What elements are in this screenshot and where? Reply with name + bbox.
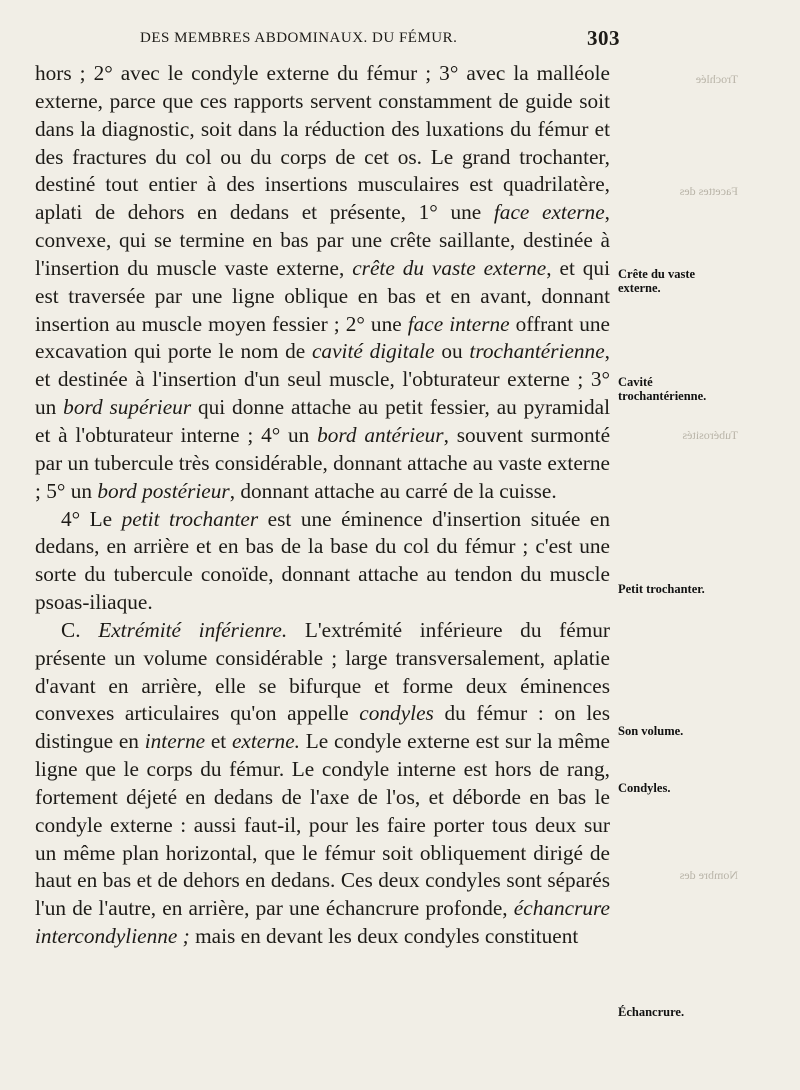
- page-number: 303: [587, 26, 620, 50]
- italic-term: trochantérienne: [469, 339, 605, 364]
- paragraph: [35, 617, 610, 951]
- text-run: qui donne attache au petit fessier, au pyramidal et à l'obturateur interne ; 4° un: [35, 395, 610, 447]
- text-run: est une éminence d'insertion située en dedans, en arrière et en bas de la base du col du fémur ; c'est une sorte du tubercule conoïde, donnant attache au tendon du muscle psoas-iliaque.: [35, 506, 610, 615]
- text-run: , et qui est traversée par une ligne oblique en bas et en avant, donnant insertion au muscle moyen fessier ; 2° une: [35, 255, 610, 336]
- paragraph: [35, 506, 610, 617]
- body-text: [35, 60, 610, 951]
- margin-note-crete-vaste-externe: Crête du vaste externe.: [618, 267, 696, 295]
- text-run: , donnant attache au carré de la cuisse.: [229, 478, 557, 503]
- italic-term: cavité digitale: [311, 339, 435, 364]
- paragraph: [35, 60, 610, 506]
- bleed-through-decoration: Trochlée: [695, 72, 738, 86]
- text-run: et: [205, 729, 232, 754]
- text-run: hors ; 2° avec le condyle externe du fémur ; 3° avec la malléole externe, parce que ces rapports servent constamment de guide soit dans la diagnostic, soit dans la réduction des luxations du fémur et des fractures du col ou du corps de cet os. Le grand trochanter, destiné tout entier à des insertions musculaires est quadrilatère, aplati de dehors en dedans et présente, 1° une: [35, 61, 610, 225]
- italic-term: échancrure intercondylienne ;: [35, 896, 610, 949]
- text-run: 4° Le: [61, 506, 122, 531]
- italic-term: interne: [144, 729, 206, 754]
- margin-note-echancrure: Échancrure.: [618, 1005, 685, 1019]
- italic-term: crête du vaste externe: [352, 255, 547, 280]
- text-run: du fémur : on les distingue en: [35, 701, 610, 754]
- italic-term: face interne: [407, 311, 510, 336]
- italic-term: bord antérieur: [317, 422, 444, 447]
- margin-note-son-volume: Son volume.: [618, 724, 684, 738]
- text-run: ou: [434, 339, 470, 364]
- text-run: , et destinée à l'insertion d'un seul muscle, l'obturateur externe ; 3° un: [35, 339, 610, 420]
- italic-term: condyles: [359, 701, 434, 726]
- text-run: Le condyle externe est sur la même ligne que le corps du fémur. Le condyle interne est hors de rang, fortement déjeté en dedans de l'axe de l'os, et déborde en bas le condyle externe : aussi faut-il, pour les faire porter tous deux sur un même plan horizontal, que le fémur soit obliquement dirigé de haut en bas et de dehors en dedans. Ces deux condyles sont séparés l'un de l'autre, en arrière, par une échancrure profonde,: [35, 729, 610, 921]
- text-run: C.: [61, 617, 99, 642]
- bleed-through-decoration: Facettes des: [679, 184, 738, 198]
- bleed-through-decoration: Nombre des: [679, 868, 738, 882]
- text-run: mais en devant les deux condyles constituent: [189, 924, 579, 949]
- italic-term: petit trochanter: [121, 506, 259, 531]
- margin-note-condyles: Condyles.: [618, 781, 671, 795]
- text-run: offrant une excavation qui porte le nom de: [35, 311, 610, 364]
- italic-term: Extrémité inférienre.: [98, 617, 288, 642]
- running-head: DES MEMBRES ABDOMINAUX. DU FÉMUR.: [140, 30, 458, 46]
- italic-term: bord postérieur: [97, 478, 230, 503]
- margin-note-cavite-trochanterienne: Cavité trochantérienne.: [618, 375, 707, 403]
- italic-term: bord supérieur: [63, 395, 192, 420]
- italic-term: externe.: [231, 729, 300, 754]
- text-run: L'extrémité inférieure du fémur présente un volume considérable ; large transversalement, aplatie d'avant en arrière, elle se bifurque et forme deux éminences convexes articulaires qu'on appelle: [35, 617, 610, 726]
- italic-term: face externe: [493, 200, 605, 225]
- margin-note-petit-trochanter: Petit trochanter.: [618, 582, 705, 596]
- bleed-through-decoration: Tubérosités: [682, 428, 738, 442]
- text-run: , souvent surmonté par un tubercule très considérable, donnant attache au vaste externe ; 5° un: [35, 422, 611, 503]
- text-run: , convexe, qui se termine en bas par une crête saillante, destinée à l'insertion du muscle vaste externe,: [35, 200, 610, 280]
